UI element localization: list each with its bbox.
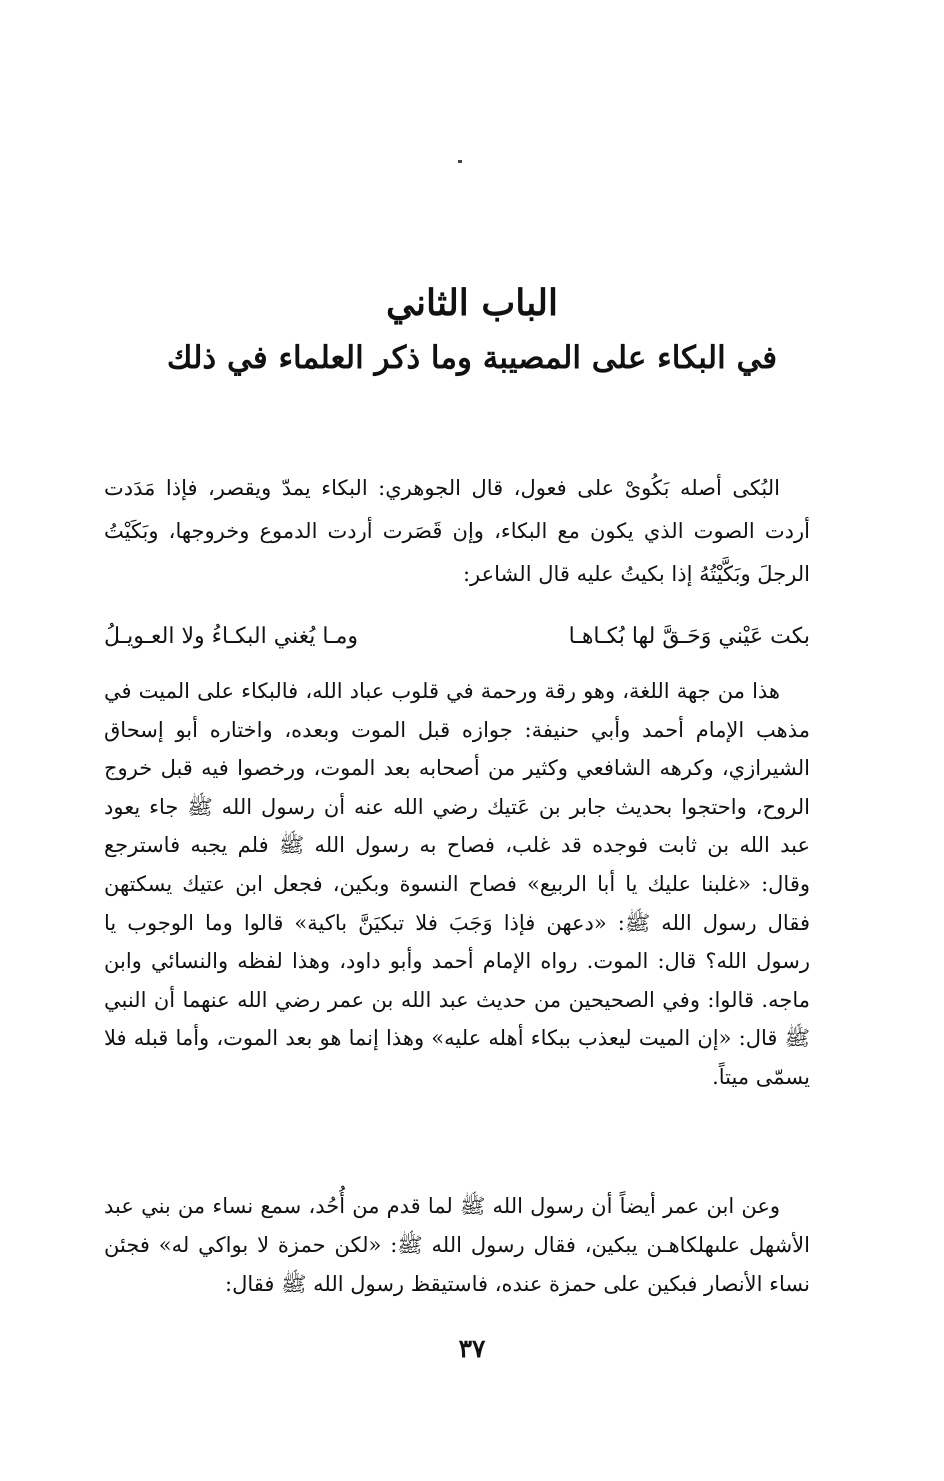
verse-second-hemistich: ومـا يُغني البكـاءُ ولا العـويـلُ <box>104 624 358 649</box>
ink-speck <box>458 160 462 163</box>
chapter-subtitle: في البكاء على المصيبة وما ذكر العلماء في ذلك <box>166 340 778 376</box>
paragraph-1: البُكى أصله بَكُوىْ على فعول، قال الجوهري: البكاء يمدّ ويقصر، فإذا مَدَدت أردت الصوت الذي يكون مع البكاء، وإن قَصَرت أردت الدموع وخروجها، وبَكَيْتُ الرجلَ وبَكَّيْتُهُ إذا بكيتُ عليه قال الشاعر: <box>104 476 810 586</box>
paragraph-2: هذا من جهة اللغة، وهو رقة ورحمة في قلوب عباد الله، فالبكاء على الميت في مذهب الإمام أحمد وأبي حنيفة: جوازه قبل الموت وبعده، واختاره أبو إسحاق الشيرازي، وكرهه الشافعي وكثير من أصحابه بعد الموت، ورخصوا فيه قبل خروج الروح، واحتجوا بحديث جابر بن عَتيك رضي الله عنه أن رسول الله ﷺ جاء يعود عبد الله بن ثابت فوجده قد غلب، فصاح به رسول الله ﷺ فلم يجبه فاسترجع وقال: «غلبنا عليك يا أبا الربيع» فصاح النسوة وبكين، فجعل ابن عتيك يسكتهن فقال رسول الله ﷺ: «دعهن فإذا وَجَبَ فلا تبكيَنَّ باكية» قالوا وما الوجوب يا رسول الله؟ قال: الموت. رواه الإمام أحمد وأبو داود، وهذا لفظه والنسائي وابن ماجه. قالوا: وفي الصحيحين من حديث عبد الله بن عمر رضي الله عنهما أن النبي ﷺ قال: «إن الميت ليعذب ببكاء أهله عليه» وهذا إنما هو بعد الموت، وأما قبله فلا يسمّى ميتاً. <box>104 679 810 1089</box>
body-block-1 <box>104 467 810 596</box>
poem-verse <box>104 617 810 657</box>
page-number: ٣٧ <box>458 1334 486 1363</box>
body-block-3 <box>104 1187 810 1304</box>
paragraph-3: وعن ابن عمر أيضاً أن رسول الله ﷺ لما قدم من أُحُد، سمع نساء من بني عبد الأشهل علىهلكاهـن يبكين، فقال رسول الله ﷺ: «لكن حمزة لا بواكي له» فجئن نساء الأنصار فبكين على حمزة عنده، فاستيقظ رسول الله ﷺ فقال: <box>104 1194 810 1296</box>
chapter-title: الباب الثاني <box>385 282 559 324</box>
body-block-2 <box>104 672 810 1097</box>
verse-first-hemistich: بكت عَيْني وَحَـقَّ لها بُكـاهـا <box>568 624 810 649</box>
